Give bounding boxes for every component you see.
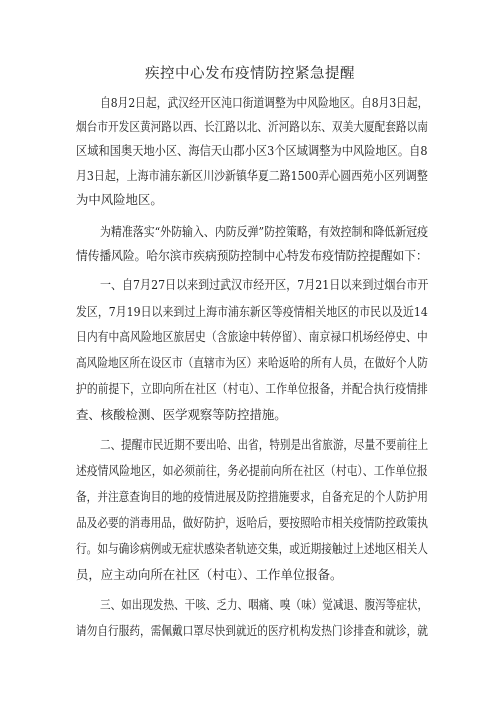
paragraph-4-line-4: 品及必要的消毒用品，做好防护，返哈后，要按照哈市相关疫情防控政策执 <box>76 515 428 530</box>
paragraph-3-line-5: 护的前提下，立即向所在社区（村屯）、工作单位报备，并配合执行疫情排 <box>76 381 428 396</box>
paragraph-3-line-1: 一、自7月27日以来到过武汉市经开区，7月21日以来到过烟台市开 <box>100 277 429 292</box>
paragraph-2-line-1: 为精准落实“外防输入、内防反弹”防控策略，有效控制和降低新冠疫 <box>100 224 428 239</box>
paragraph-1-line-4: 月3日起，上海市浦东新区川沙新镇华夏二路1500弄心圆西苑小区列调整 <box>76 168 428 183</box>
paragraph-5-line-1: 三、如出现发热、干咳、乏力、咽痛、嗅（味）觉减退、腹泻等症状， <box>100 597 429 612</box>
paragraph-1-line-1: 自8月2日起，武汉经开区沌口街道调整为中风险地区。自8月3日起， <box>100 95 429 110</box>
paragraph-3-line-2: 发区，7月19日以来到过上海市浦东新区等疫情相关地区的市民以及近14 <box>76 304 428 319</box>
paragraph-3-line-3: 日内有中高风险地区旅居史（含旅途中转停留）、南京禄口机场经停史、中 <box>76 329 428 344</box>
paragraph-1-line-2: 烟台市开发区黄河路以西、长江路以北、沂河路以东、双美大厦配套路以南 <box>76 119 428 134</box>
paragraph-4-line-5: 行。如与确诊病例或无症状感染者轨迹交集，或近期接触过上述地区相关人 <box>76 541 428 556</box>
paragraph-3-line-6: 查、核酸检测、医学观察等防控措施。 <box>76 407 287 422</box>
paragraph-4-line-2: 述疫情风险地区，如必须前往，务必提前向所在社区（村屯）、工作单位报 <box>76 463 428 478</box>
paragraph-2-line-2: 情传播风险。哈尔滨市疾病预防控制中心特发布疫情防控提醒如下： <box>76 248 428 263</box>
paragraph-4-line-3: 备，并注意查询目的地的疫情进展及防控措施要求，自备充足的个人防护用 <box>76 489 428 504</box>
paragraph-4-line-6: 员，应主动向所在社区（村屯）、工作单位报备。 <box>76 567 343 582</box>
paragraph-3-line-4: 高风险地区所在设区市（直辖市为区）来哈返哈的所有人员，在做好个人防 <box>76 355 428 370</box>
paragraph-4-line-1: 二、提醒市民近期不要出哈、出省，特别是出省旅游，尽量不要前往上 <box>100 437 429 452</box>
paragraph-1-line-5: 为中风险地区。 <box>76 192 163 207</box>
paragraph-5-line-2: 请勿自行服药，需佩戴口罩尽快到就近的医疗机构发热门诊排查和就诊，就 <box>76 623 428 638</box>
document-title: 疾控中心发布疫情防控紧急提醒 <box>145 66 355 82</box>
paragraph-1-line-3: 区域和国奥天地小区、海信天山郡小区3个区域调整为中风险地区。自8 <box>76 143 428 158</box>
